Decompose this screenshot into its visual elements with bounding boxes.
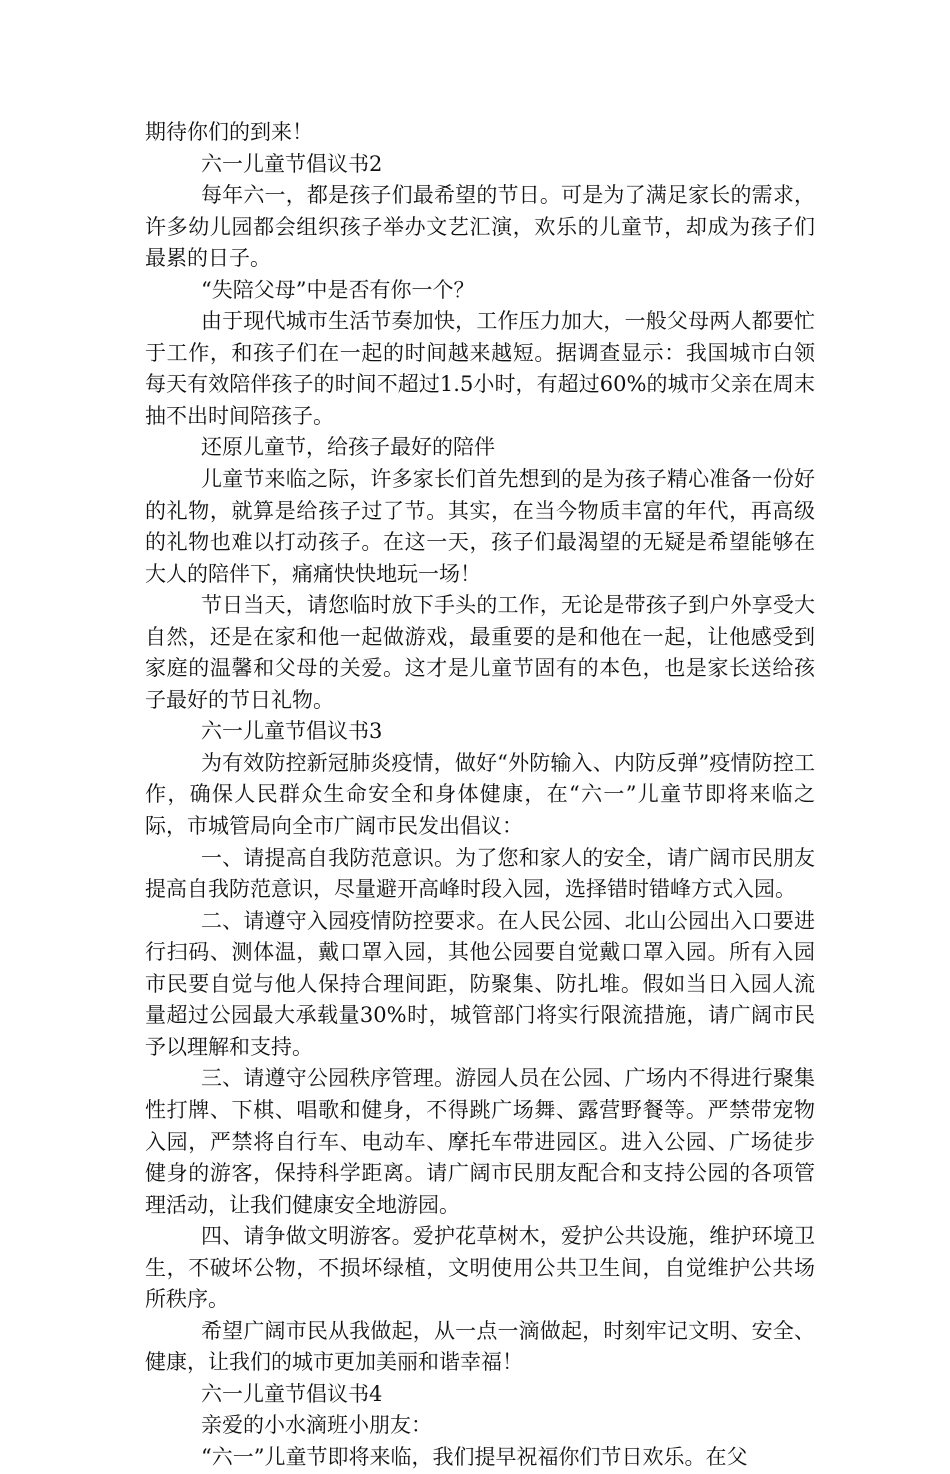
paragraph: 希望广阔市民从我做起，从一点一滴做起，时刻牢记文明、安全、健康，让我们的城市更加美丽和谐幸福！ (145, 1318, 815, 1375)
paragraph-closing-line: 期待你们的到来！ (145, 120, 313, 144)
section-heading-2: 六一儿童节倡议书2 (201, 151, 383, 176)
paragraph: 一、请提高自我防范意识。为了您和家人的安全，请广阔市民朋友提高自我防范意识，尽量避开高峰时段入园，选择错时错峰方式入园。 (145, 845, 815, 902)
paragraph: 为有效防控新冠肺炎疫情，做好“外防输入、内防反弹”疫情防控工作，确保人民群众生命安全和身体健康，在“六一”儿童节即将来临之际，市城管局向全市广阔市民发出倡议： (145, 750, 815, 839)
section-heading-3: 六一儿童节倡议书3 (201, 719, 383, 744)
salutation: 亲爱的小水滴班小朋友： (201, 1413, 432, 1438)
paragraph: 四、请争做文明游客。爱护花草树木，爱护公共设施，维护环境卫生，不破坏公物，不损坏绿植，文明使用公共卫生间，自觉维护公共场所秩序。 (145, 1224, 815, 1312)
document-body (145, 117, 815, 1474)
paragraph: 儿童节来临之际，许多家长们首先想到的是为孩子精心准备一份好的礼物，就算是给孩子过了节。其实，在当今物质丰富的年代，再高级的礼物也难以打动孩子。在这一天，孩子们最渴望的无疑是希望能够在大人的陪伴下，痛痛快快地玩一场！ (145, 467, 815, 586)
subheading: 还原儿童节，给孩子最好的陪伴 (201, 435, 495, 460)
paragraph: 每年六一，都是孩子们最希望的节日。可是为了满足家长的需求，许多幼儿园都会组织孩子举办文艺汇演，欢乐的儿童节，却成为孩子们最累的日子。 (145, 183, 815, 271)
section-heading-4: 六一儿童节倡议书4 (201, 1381, 383, 1406)
paragraph: 三、请遵守公园秩序管理。游园人员在公园、广场内不得进行聚集性打牌、下棋、唱歌和健身，不得跳广场舞、露营野餐等。严禁带宠物入园，严禁将自行车、电动车、摩托车带进园区。进入公园、广场徒步健身的游客，保持科学距离。请广阔市民朋友配合和支持公园的各项管理活动，让我们健康安全地游园。 (145, 1066, 815, 1217)
subheading: “失陪父母”中是否有你一个？ (201, 277, 475, 302)
paragraph: 二、请遵守入园疫情防控要求。在人民公园、北山公园出入口要进行扫码、测体温，戴口罩入园，其他公园要自觉戴口罩入园。所有入园市民要自觉与他人保持合理间距，防聚集、防扎堆。假如当日入园人流量超过公园最大承载量30%时，城管部门将实行限流措施，请广阔市民予以理解和支持。 (145, 908, 815, 1059)
paragraph: 由于现代城市生活节奏加快，工作压力加大，一般父母两人都要忙于工作，和孩子们在一起的时间越来越短。据调查显示：我国城市白领每天有效陪伴孩子的时间不超过1.5小时，有超过60%的城市父亲在周末抽不出时间陪孩子。 (145, 309, 815, 428)
paragraph: 节日当天，请您临时放下手头的工作，无论是带孩子到户外享受大自然，还是在家和他一起做游戏，最重要的是和他在一起，让他感受到家庭的温馨和父母的关爱。这才是儿童节固有的本色，也是家长送给孩子最好的节日礼物。 (145, 593, 815, 712)
paragraph: “六一”儿童节即将来临，我们提早祝福你们节日欢乐。在父 (201, 1444, 748, 1469)
